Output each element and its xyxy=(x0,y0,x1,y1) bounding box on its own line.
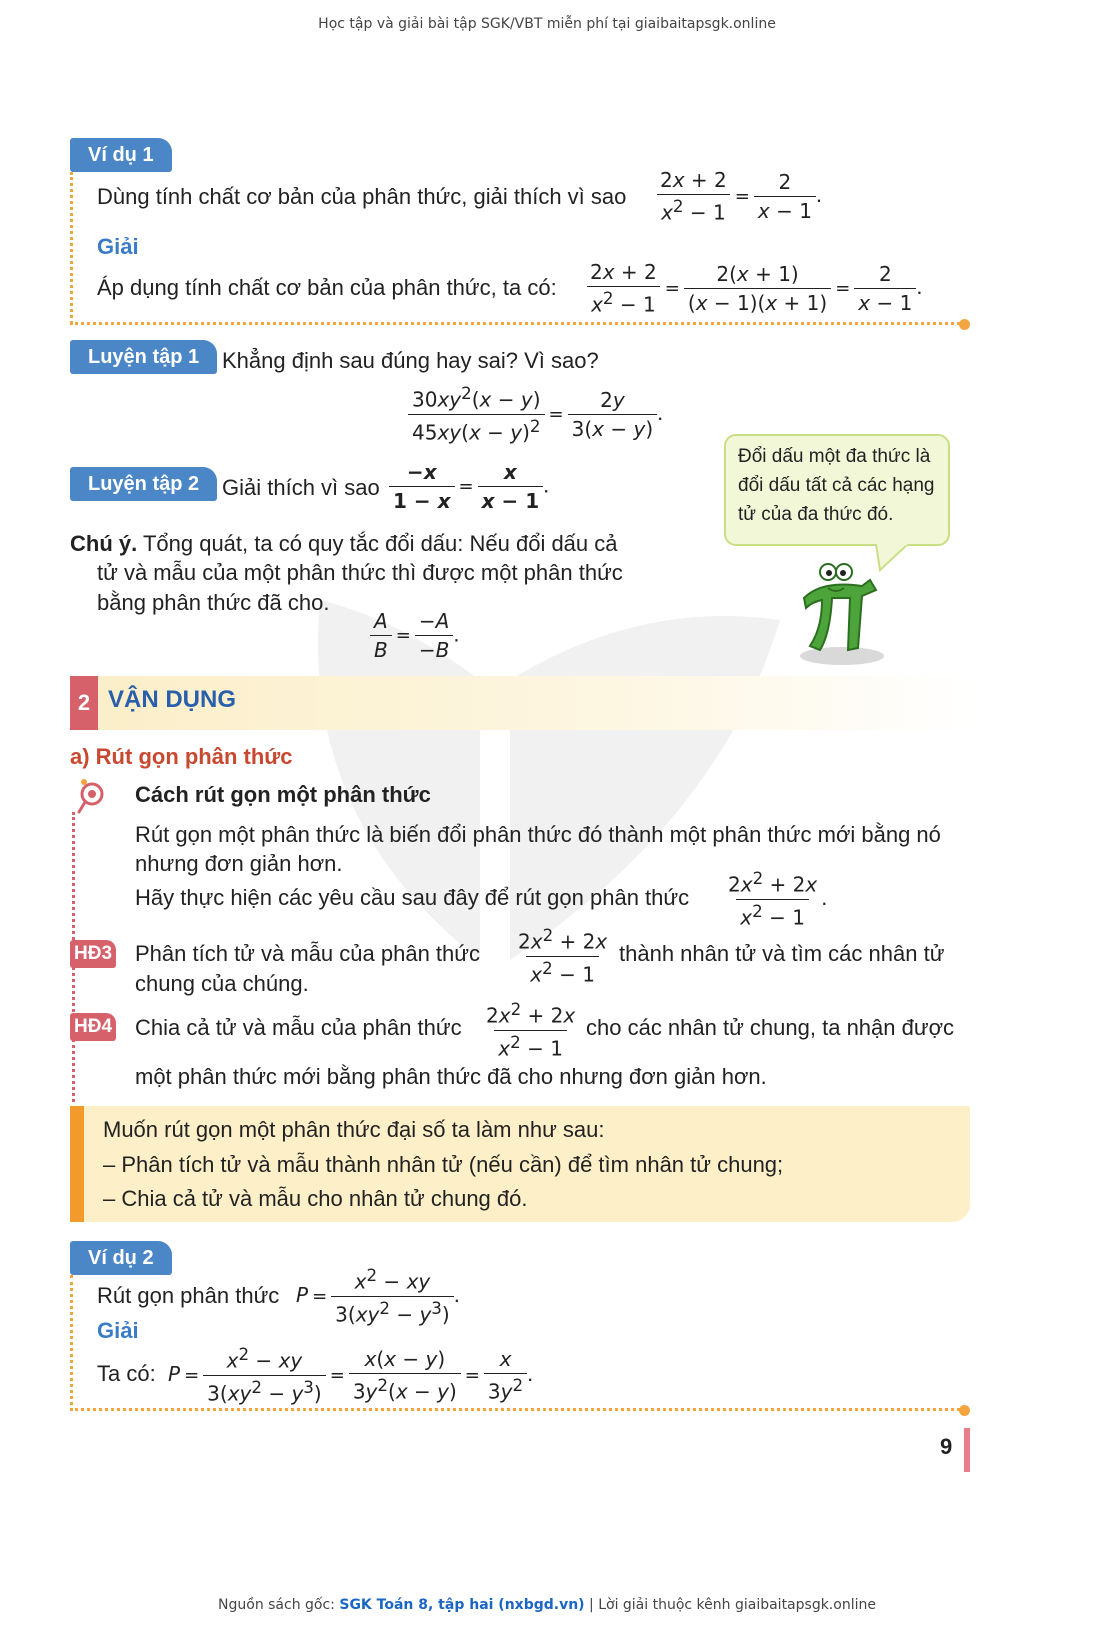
method-line1: Rút gọn một phân thức là biến đổi phân thức đó thành một phân thức mới bằng nó xyxy=(135,822,941,847)
hd3-line2: chung của chúng. xyxy=(135,971,309,996)
practice1-tag: Luyện tập 1 xyxy=(70,340,217,374)
example2-solution-label: Giải xyxy=(97,1318,139,1343)
hd4-text-after: cho các nhân tử chung, ta nhận được xyxy=(586,1015,955,1040)
practice2-question: Giải thích vì sao xyxy=(222,475,380,500)
rule-line3: – Chia cả tử và mẫu cho nhân tử chung đó. xyxy=(103,1186,528,1211)
callout-line1: Đổi dấu một đa thức là xyxy=(738,446,931,467)
hd4-fraction: $\frac{2x^2 + 2x}{x^2 - 1}$ xyxy=(486,1000,576,1061)
hd3-text-after: thành nhân tử và tìm các nhân tử xyxy=(619,941,945,966)
section-title: VẬN DỤNG xyxy=(108,686,237,713)
practice2-tag: Luyện tập 2 xyxy=(70,467,217,501)
note-label: Chú ý. xyxy=(70,531,138,556)
hd4-tag: HĐ4 xyxy=(70,1013,116,1041)
rule-line1: Muốn rút gọn một phân thức đại số ta làm như sau: xyxy=(103,1117,605,1142)
sign-change-callout xyxy=(724,434,950,546)
example2-solution-equation: P = $\frac{x^2 - xy}{3(xy^2 - y^3)}$ = $\frac{x(x - y)}{3y^2(x - y)}$ = $\frac{x}{3y^2}$ . xyxy=(168,1345,534,1406)
note-text1: Tổng quát, ta có quy tắc đổi dấu: Nếu đổi dấu cả xyxy=(142,531,618,556)
practice2-equation: $\frac{-x}{1 - x}$ = $\frac{x}{x - 1}$ . xyxy=(389,460,549,513)
example2-tag: Ví dụ 2 xyxy=(70,1241,172,1275)
example1-border-left xyxy=(70,172,73,324)
footer-prefix: Nguồn sách gốc: xyxy=(218,1597,335,1613)
method-line2: nhưng đơn giản hơn. xyxy=(135,851,343,876)
example1-solution-label: Giải xyxy=(97,234,139,259)
example1-border-end xyxy=(959,319,970,330)
example1-solution-text: Áp dụng tính chất cơ bản của phân thức, ta có: xyxy=(97,275,557,300)
example2-solution-text: Ta có: xyxy=(97,1361,156,1386)
example2-question: Rút gọn phân thức xyxy=(97,1283,280,1308)
rule-accent-bar xyxy=(70,1106,84,1222)
pi-mascot-icon xyxy=(792,558,892,668)
note-equation: $\frac{A}{B}$ = $\frac{-A}{-B}$ . xyxy=(370,609,459,662)
subsection-title: a) Rút gọn phân thức xyxy=(70,744,293,769)
rule-line2: – Phân tích tử và mẫu thành nhân tử (nếu cần) để tìm nhân tử chung; xyxy=(103,1152,784,1177)
example2-equation: P = $\frac{x^2 - xy}{3(xy^2 - y^3)}$ . xyxy=(296,1266,460,1327)
footer-note xyxy=(0,1597,1094,1613)
example2-border-left xyxy=(70,1275,73,1411)
method-line3: Hãy thực hiện các yêu cầu sau đây để rút gọn phân thức xyxy=(135,885,690,910)
method-title: Cách rút gọn một phân thức xyxy=(135,782,431,807)
note-line2: tử và mẫu của một phân thức thì được một phân thức xyxy=(97,560,623,585)
example1-equation: $\frac{2x + 2}{x^2 - 1}$ = $\frac{2}{x - 1}$ . xyxy=(656,168,822,225)
hd4-line2: một phân thức mới bằng phân thức đã cho nhưng đơn giản hơn. xyxy=(135,1064,767,1089)
hd3-fraction: $\frac{2x^2 + 2x}{x^2 - 1}$ xyxy=(518,926,608,987)
section-number: 2 xyxy=(70,676,98,730)
note-line3: bằng phân thức đã cho. xyxy=(97,590,330,615)
page-number: 9 xyxy=(940,1434,953,1459)
footer-source-link[interactable]: SGK Toán 8, tập hai (nxbgd.vn) xyxy=(339,1597,585,1613)
header-note: Học tập và giải bài tập SGK/VBT miễn phí tại giaibaitapsgk.online xyxy=(318,16,776,32)
callout-line3: tử của đa thức đó. xyxy=(738,504,894,525)
example1-tag: Ví dụ 1 xyxy=(70,138,172,172)
callout-line2: đổi dấu tất cả các hạng xyxy=(738,475,935,496)
method-fraction: $\frac{2x^2 + 2x}{x^2 - 1}$ . xyxy=(728,869,828,930)
page-number-bar xyxy=(964,1428,970,1472)
practice1-question: Khẳng định sau đúng hay sai? Vì sao? xyxy=(222,348,599,373)
footer-suffix: | Lời giải thuộc kênh giaibaitapsgk.online xyxy=(589,1597,876,1613)
example2-border-bottom xyxy=(70,1408,960,1411)
example2-border-end xyxy=(959,1405,970,1416)
example1-border-bottom xyxy=(70,322,960,325)
note-line1 xyxy=(70,531,618,557)
example1-question: Dùng tính chất cơ bản của phân thức, giải thích vì sao xyxy=(97,184,627,209)
hd3-tag: HĐ3 xyxy=(70,940,116,968)
hd4-text-before: Chia cả tử và mẫu của phân thức xyxy=(135,1015,462,1040)
hd3-text-before: Phân tích tử và mẫu của phân thức xyxy=(135,941,480,966)
example1-solution-equation: $\frac{2x + 2}{x^2 - 1}$ = $\frac{2(x + 1)}{(x - 1)(x + 1)}$ = $\frac{2}{x - 1}$ . xyxy=(586,260,922,317)
magnifier-icon xyxy=(76,776,110,816)
practice1-equation: $\frac{30xy^2(x - y)}{45xy(x - y)^2}$ = $\frac{2y}{3(x - y)}$ . xyxy=(408,384,663,444)
